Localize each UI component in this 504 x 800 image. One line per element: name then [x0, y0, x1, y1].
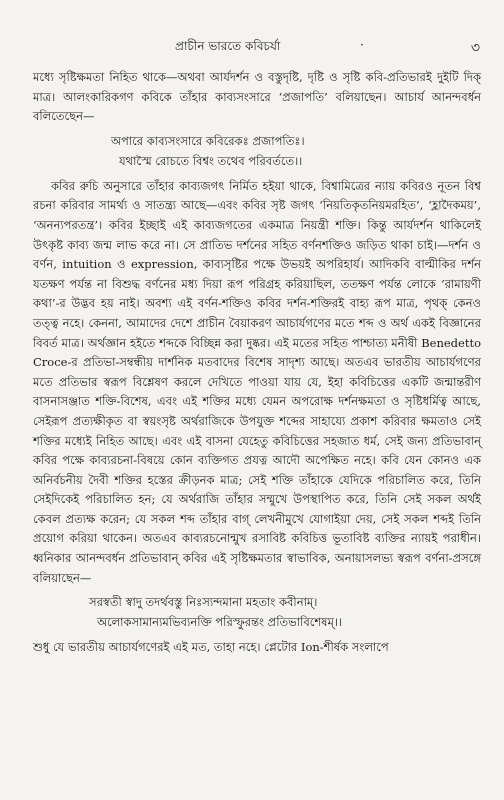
header-mark: · — [360, 38, 364, 52]
running-header — [20, 38, 484, 58]
verse-line: সরস্বতী স্বাদু তদর্থবস্তু নিঃস্যন্দমানা মহতাং কবীনাম্‌। — [89, 595, 318, 610]
paragraph: মধ্যে সৃষ্টিক্ষমতা নিহিত থাকে—অথবা আর্যদর্শন ও বস্তুদৃষ্টি, দৃষ্টি ও সৃষ্টি কবি-প্রতিভারই দুইটি দিক্‌ মাত্র। আলংকারিকগণ কবিকে তাঁহার কাব্যসংসারে ‘প্রজাপতি’ বলিয়াছেন। আচার্য আনন্দবর্ধন বলিতেছেন— — [33, 70, 481, 124]
running-title: প্রাচীন ভারতে কবিচর্যা — [175, 39, 281, 53]
verse-block — [33, 592, 481, 632]
paragraph: শুধু যে ভারতীয় আচার্যগণেরই এই মত, তাহা নহে। প্লেটোর Ion-শীর্ষক সংলাপে — [33, 640, 389, 655]
verse-block — [33, 131, 481, 171]
verse-line: অপারে কাব্যসংসারে কবিরেকঃ প্রজাপতিঃ। — [111, 133, 305, 148]
page-number: ৩ — [470, 40, 480, 56]
body-text — [33, 68, 481, 658]
verse-line: অলোকসামান্যমভিব্যনক্তি পরিস্ফুরন্তং প্রতিভাবিশেষম্‌।। — [97, 615, 343, 630]
verse-line: যথাস্মৈ রোচতে বিশ্বং তথেব পরিবর্ততে।। — [119, 153, 303, 168]
paragraph: কবির রুচি অনুসারে তাঁহার কাব্যজগৎ নির্মিত হইয়া থাকে, বিশ্বামিত্রের ন্যায় কবিরও নূতন বিশ্ব রচনা করিবার সামর্থ্য ও সাতন্ত্র্য আছে—এবং কবির সৃষ্ট জগৎ ‘নিয়তিকৃতনিয়মরহিত’, ‘হ্লাদৈকময়’, ‘অনন্যপরতন্ত্র’। কবির ইচ্ছাই এই কাব্যজগতের একমাত্র নিয়ন্ত্রী শক্তি। কিন্তু আর্যদর্শন থাকিলেই উৎকৃষ্ট কাব্য জন্ম লাভ করে না। সে প্রাতিভ দর্শনের সহিত বর্ণনশক্তিও জড়িত থাকা চাই।—দর্শন ও বর্ণন, intuition ও expression, কাব্যসৃষ্টির পক্ষে উভয়ই অপরিহার্য। আদিকবি বাল্মীকির দর্শন যতক্ষণ পর্যন্ত না বিশুদ্ধ বর্ণনের মধ্য দিয়া রূপ পরিগ্রহ করিয়াছিল, ততক্ষণ পর্যন্ত লোকে ‘রামায়ণী কথা’-র উদ্ভব হয় নাই। অবশ্য এই বর্ণন-শক্তিও কবির দর্শন-শক্তিরই বাহ্য রূপ মাত্র, পৃথক্‌ কেনও তত্ত্ব নহে। কেননা, আমাদের দেশে প্রাচীন বৈয়াকরণ আচার্যগণের মতে শব্দ ও অর্থ একই বিজ্ঞানের বিবর্ত মাত্র। অর্থজ্ঞান হইতে শব্দকে বিচ্ছিন্ন করা দুষ্কর। এই মতের সহিত পাশ্চাত্য মনীষী Benedetto Croce-র প্রতিভা-সম্বন্ধীয় দার্শনিক মতবাদের বিশেষ সাদৃশ্য আছে। অতএব ভারতীয় আচার্যগণের মতে প্রতিভার স্বরূপ বিশ্লেষণ করলে দেখিতে পাওয়া যায় যে, ইহা কবিচিত্তের একটি জন্মান্তরীণ বাসনাসঞ্জাত শক্তি-বিশেষ, এবং এই শক্তির মধ্যে যেমন অপরোক্ষ দর্শনক্ষমতা ও সৃষ্টিধর্মিত্ব আছে, সেইরূপ প্রত্যক্ষীকৃত বা স্বয়ংসৃষ্ট অর্থরাজিকে উপযুক্ত শব্দের সাহায্যে প্রকাশ করিবার ক্ষমতাও সেই শক্তির মধ্যেই নিহিত আছে। এবং এই বাসনা যেহেতু কবিচিত্তের সহজাত ধর্ম, সেই জন্য প্রতিভাবান্‌ কবির পক্ষে কাব্যরচনা-বিষয়ে কোন ব্যক্তিগত প্রযত্ন আদৌ অপেক্ষিত নহে। কবি যেন কোনও এক অনির্বচনীয় দৈবী শক্তির হস্তের ক্রীড়নক মাত্র; সেই শক্তি তাঁহাকে যেদিকে পরিচালিত করে, তিনি সেইদিকেই পরিচালিত হন; যে অর্থরাজি তাঁহার সম্মুখে উপস্থাপিত করে, তিনি সেই সকল অর্থই কেবল প্রত্যক্ষ করেন; যে সকল শব্দ তাঁহার বাগ্‌ লেখনীমুখে যোগাইয়া দেয়, সেই সকল শব্দই তিনি প্রয়োগ করিয়া থাকেন। অতএব কাব্যরচনোন্মুখ রসাবিষ্ট কবিচিত্ত ভূতাবিষ্ট ব্যক্তির ন্যায়ই পরাধীন। ধ্বনিকার আনন্দবর্ধন প্রতিভাবান্‌ কবির এই সৃষ্টিক্ষমতার স্বাভাবিক, অনায়াসলভ্য স্বরূপ বর্ণনা-প্রসঙ্গে বলিয়াছেন— — [33, 178, 481, 585]
